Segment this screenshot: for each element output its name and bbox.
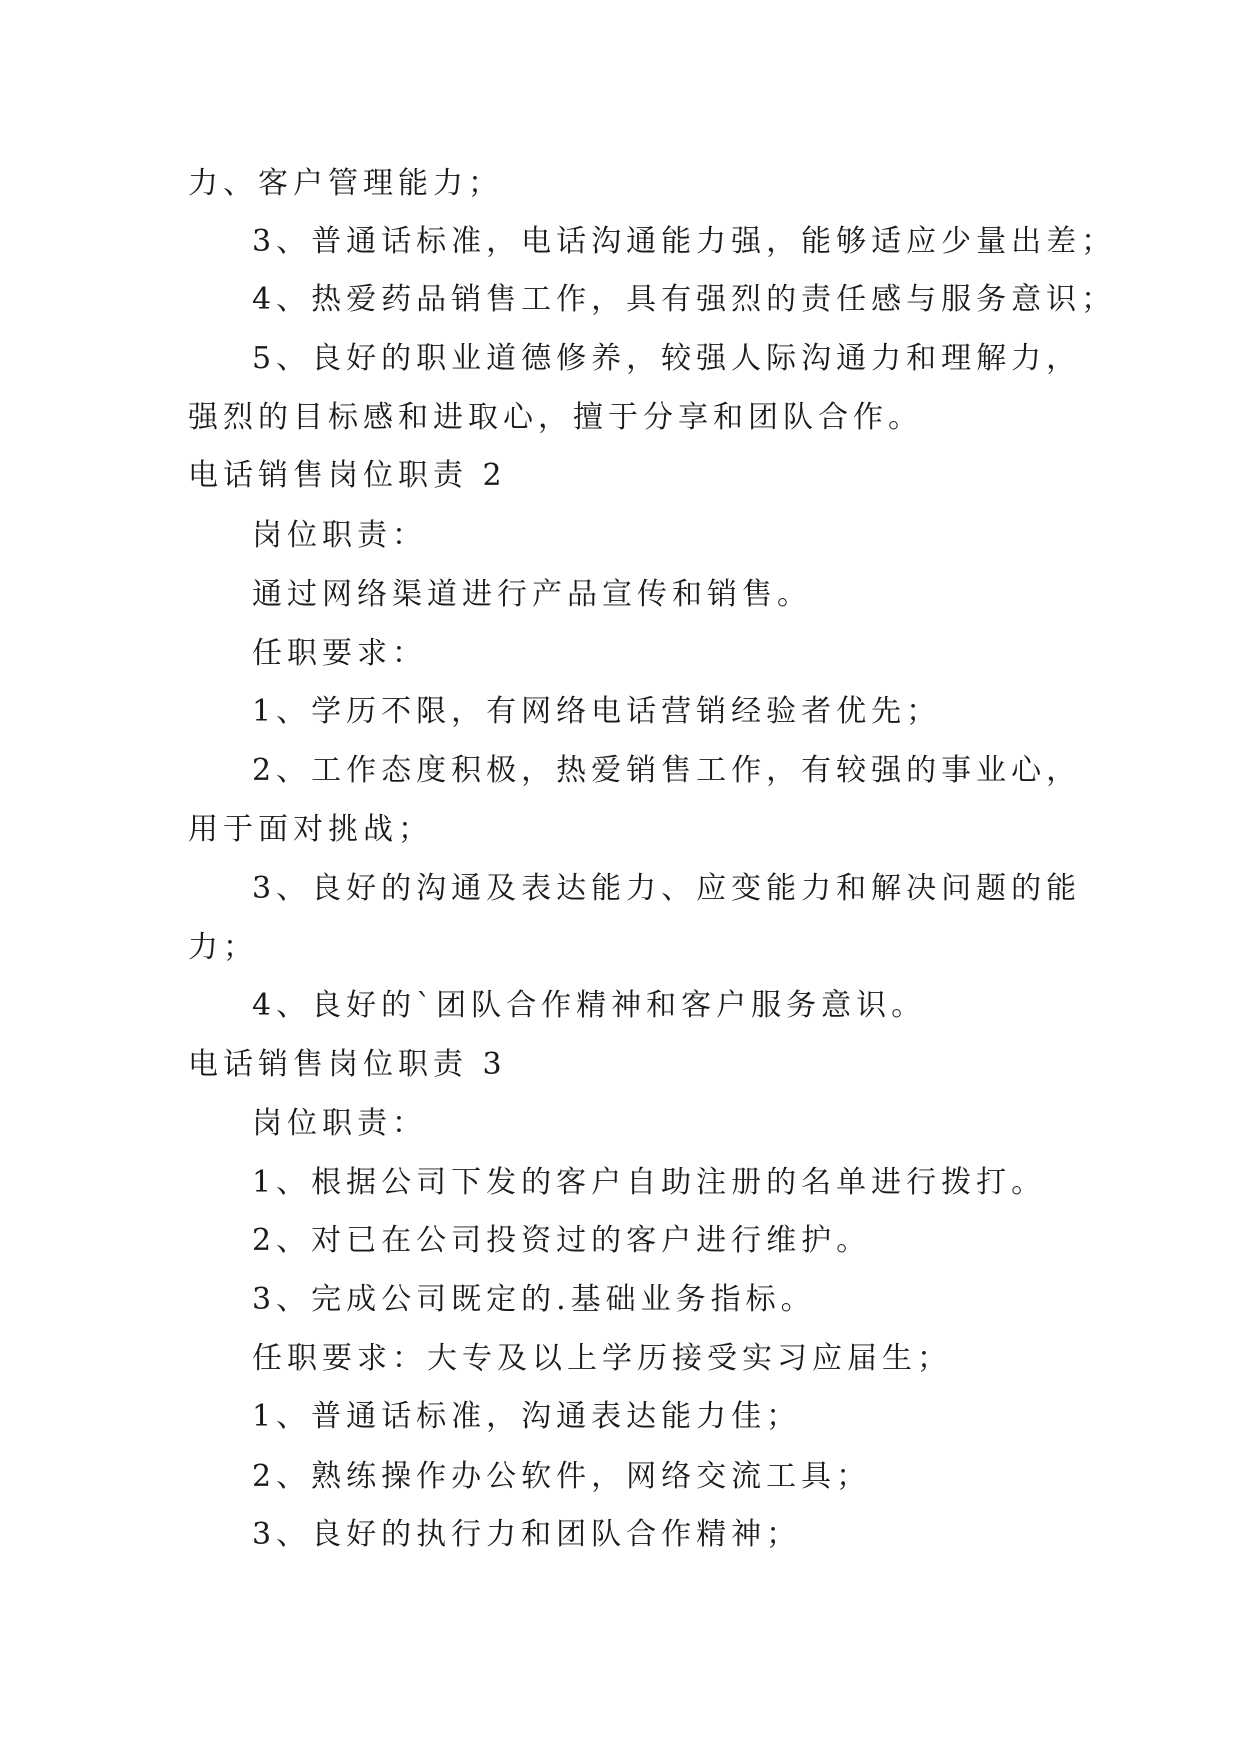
text-line: 5、良好的职业道德修养，较强人际沟通力和理解力， — [252, 341, 1082, 376]
text-line: 3、良好的沟通及表达能力、应变能力和解决问题的能 — [252, 871, 1082, 906]
text-line: 任职要求： — [252, 636, 427, 671]
text-line: 4、热爱药品销售工作，具有强烈的责任感与服务意识； — [252, 282, 1117, 317]
text-line: 1、普通话标准，沟通表达能力佳； — [252, 1399, 802, 1434]
text-line: 1、学历不限，有网络电话营销经验者优先； — [252, 694, 942, 729]
text-line: 2、对已在公司投资过的客户进行维护。 — [252, 1223, 872, 1258]
text-line: 岗位职责： — [252, 1106, 427, 1141]
text-line: 力； — [188, 930, 258, 965]
text-line: 通过网络渠道进行产品宣传和销售。 — [252, 577, 812, 612]
text-line: 3、完成公司既定的.基础业务指标。 — [252, 1282, 816, 1317]
text-line: 任职要求：大专及以上学历接受实习应届生； — [252, 1341, 952, 1376]
text-line: 1、根据公司下发的客户自助注册的名单进行拨打。 — [252, 1165, 1047, 1200]
text-line: 用于面对挑战； — [188, 812, 433, 847]
text-line: 强烈的目标感和进取心，擅于分享和团队合作。 — [188, 400, 923, 435]
text-line: 3、良好的执行力和团队合作精神； — [252, 1517, 802, 1552]
text-line: 岗位职责： — [252, 518, 427, 553]
text-line: 2、工作态度积极，热爱销售工作，有较强的事业心， — [252, 753, 1082, 788]
text-line: 3、普通话标准，电话沟通能力强，能够适应少量出差； — [252, 224, 1117, 259]
section-heading: 电话销售岗位职责 2 — [188, 458, 507, 493]
text-line: 2、熟练操作办公软件，网络交流工具； — [252, 1459, 872, 1494]
text-line: 力、客户管理能力； — [188, 166, 503, 201]
section-heading: 电话销售岗位职责 3 — [188, 1047, 507, 1082]
text-line: 4、良好的`团队合作精神和客户服务意识。 — [252, 988, 927, 1023]
